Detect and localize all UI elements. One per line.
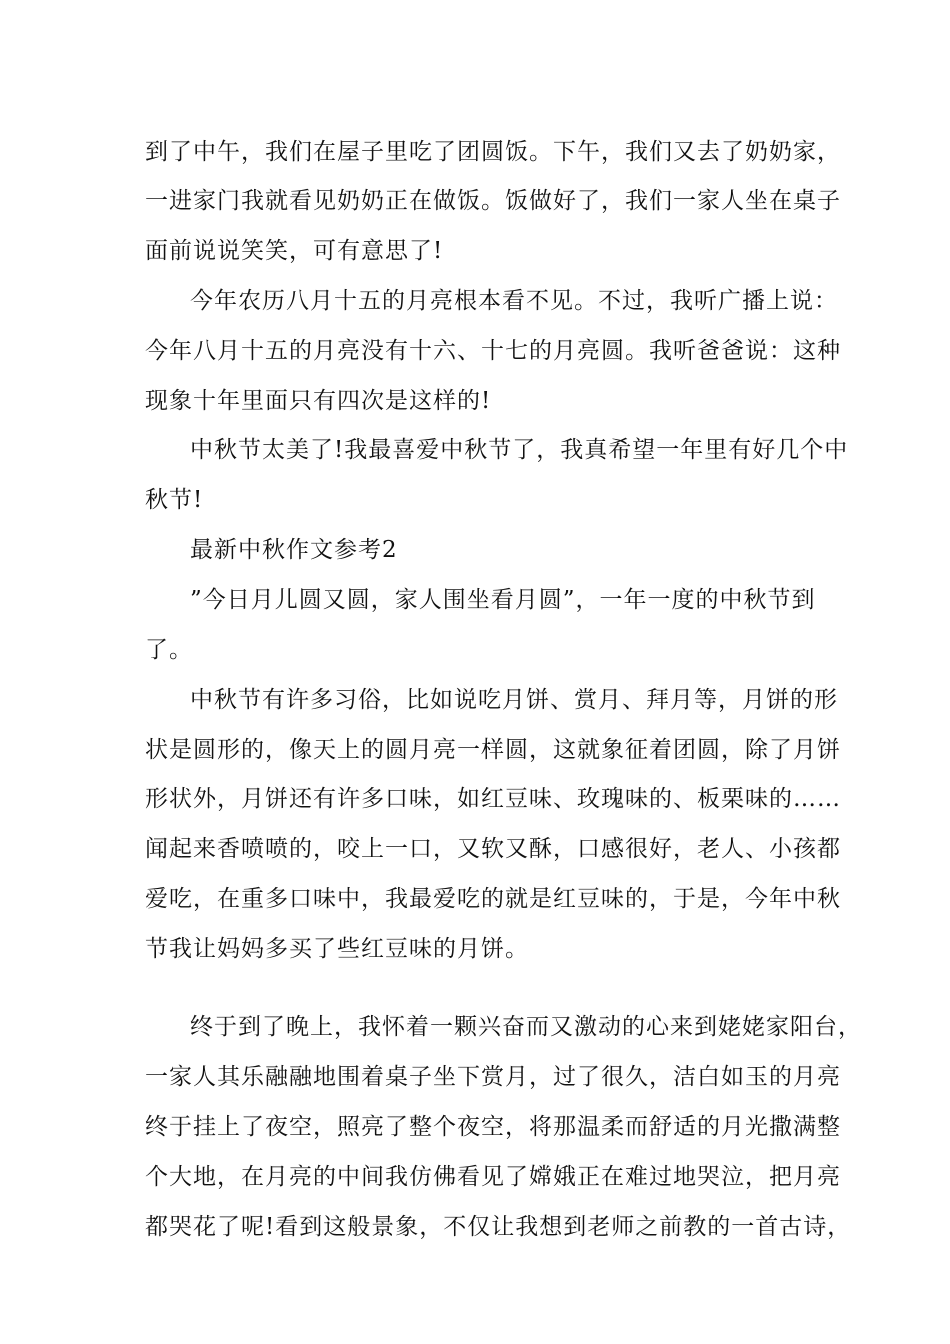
text-line: 面前说说笑笑，可有意思了! (145, 238, 444, 264)
text-line: 状是圆形的，像天上的圆月亮一样圆，这就象征着团圆，除了月饼 (145, 737, 841, 763)
paragraph-first-line: ”今日月儿圆又圆，家人围坐看月圆”，一年一度的中秋节到 (190, 587, 816, 613)
text-line: 闻起来香喷喷的，咬上一口，又软又酥，口感很好，老人、小孩都 (145, 836, 841, 862)
text-line: 了。 (145, 637, 193, 663)
text-line: 秋节! (145, 487, 204, 513)
paragraph-first-line: 中秋节有许多习俗，比如说吃月饼、赏月、拜月等，月饼的形 (190, 687, 838, 713)
text-line: 到了中午，我们在屋子里吃了团圆饭。下午，我们又去了奶奶家， (145, 139, 841, 165)
text-line: 终于挂上了夜空，照亮了整个夜空，将那温柔而舒适的月光撒满整 (145, 1114, 841, 1140)
text-line: 一家人其乐融融地围着桌子坐下赏月，过了很久，洁白如玉的月亮 (145, 1064, 841, 1090)
text-line: 今年八月十五的月亮没有十六、十七的月亮圆。我听爸爸说：这种 (145, 338, 841, 364)
text-line: 都哭花了呢!看到这般景象，不仅让我想到老师之前教的一首古诗， (145, 1214, 852, 1240)
text-line: 个大地，在月亮的中间我仿佛看见了嫦娥正在难过地哭泣，把月亮 (145, 1164, 841, 1190)
text-line: 形状外，月饼还有许多口味，如红豆味、玫瑰味的、板栗味的…… (145, 786, 841, 812)
text-line: 一进家门我就看见奶奶正在做饭。饭做好了，我们一家人坐在桌子 (145, 188, 841, 214)
text-line: 节我让妈妈多买了些红豆味的月饼。 (145, 936, 529, 962)
text-line: 现象十年里面只有四次是这样的! (145, 388, 492, 414)
text-line: 爱吃，在重多口味中，我最爱吃的就是红豆味的，于是，今年中秋 (145, 886, 841, 912)
section-heading: 最新中秋作文参考2 (190, 537, 398, 563)
paragraph-first-line: 今年农历八月十五的月亮根本看不见。不过，我听广播上说： (190, 288, 838, 314)
paragraph-first-line: 中秋节太美了!我最喜爱中秋节了，我真希望一年里有好几个中 (190, 437, 849, 463)
paragraph-first-line: 终于到了晚上，我怀着一颗兴奋而又激动的心来到姥姥家阳台， (190, 1014, 862, 1040)
